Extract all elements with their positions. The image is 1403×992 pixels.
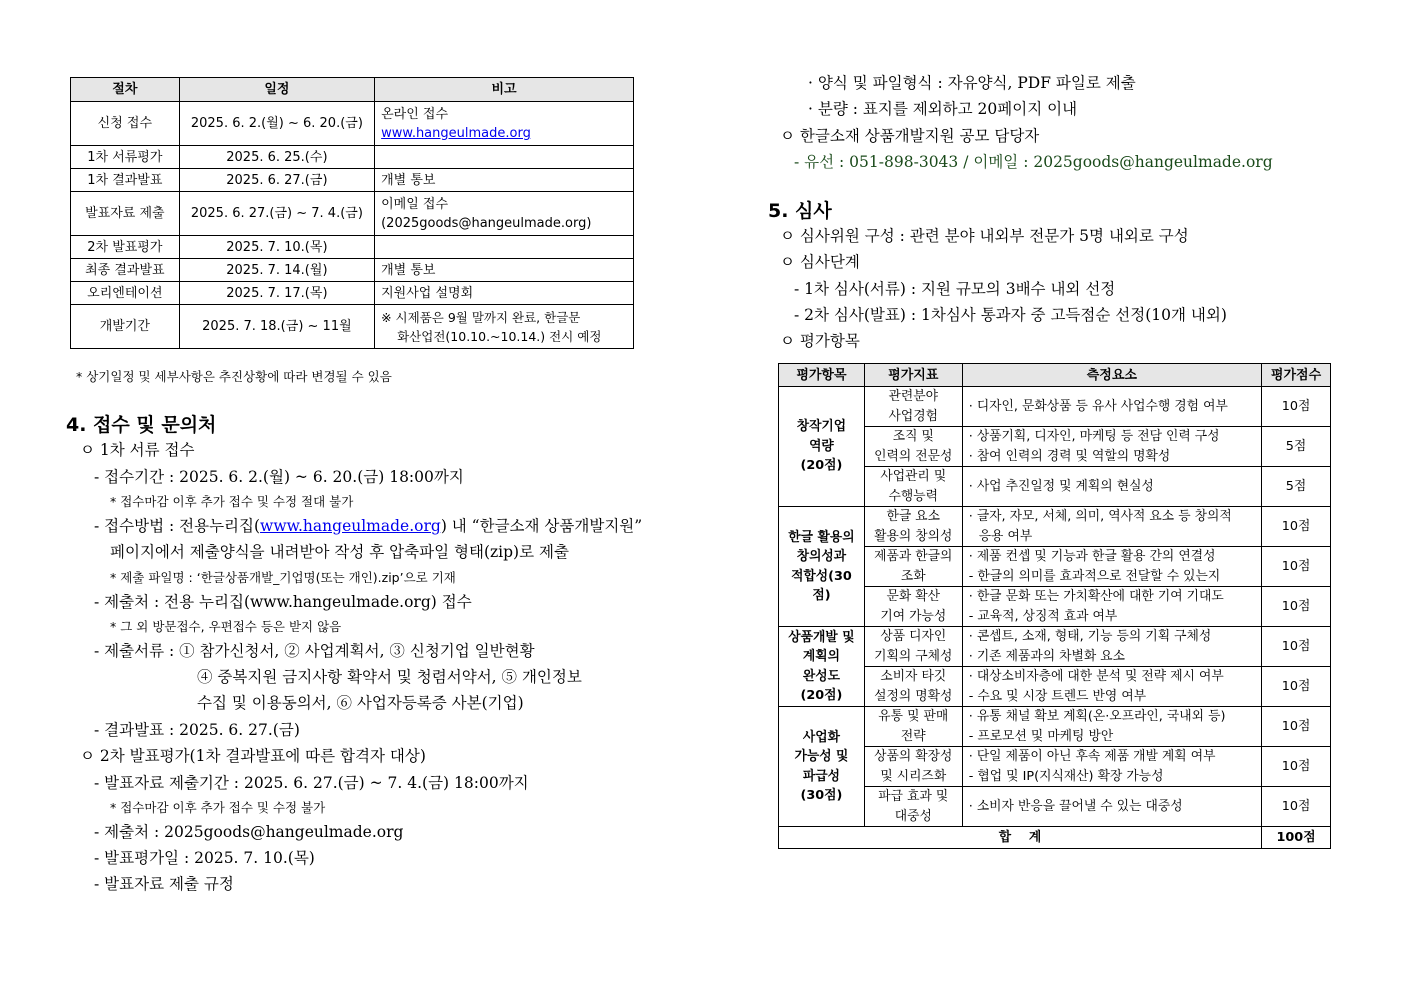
indicator-text: 전략 — [900, 728, 926, 744]
factor-text: · 기존 제품과의 차별화 요소 — [968, 648, 1126, 664]
category-cell — [779, 627, 865, 707]
indicator-text: 사업관리 및 — [880, 469, 947, 484]
score-cell: 10점 — [1262, 747, 1331, 787]
header-factors: 측정요소 — [962, 364, 1261, 387]
category-text: 적합성(30점) — [791, 568, 852, 603]
score-cell: 10점 — [1262, 707, 1331, 747]
table-row — [779, 507, 1331, 547]
note-cell — [375, 192, 634, 236]
indicator-text: 조화 — [900, 568, 926, 584]
note-text: 온라인 접수 — [381, 106, 449, 122]
step-cell: 최종 결과발표 — [71, 259, 180, 282]
category-text: 한글 활용의 — [788, 529, 855, 545]
bullet-line: 수집 및 이용동의서, ⑥ 사업자등록증 사본(기업) — [197, 694, 524, 712]
score-cell: 10점 — [1262, 547, 1331, 587]
note-cell: 개별 통보 — [375, 259, 634, 282]
factor-cell — [962, 427, 1261, 467]
step-cell: 2차 발표평가 — [71, 236, 180, 259]
category-text: (20점) — [800, 458, 843, 474]
factor-text: - 프로모션 및 마케팅 방안 — [968, 728, 1114, 744]
date-cell: 2025. 6. 25.(수) — [179, 146, 374, 169]
bullet-line: - 접수기간 : 2025. 6. 2.(월) ~ 6. 20.(금) 18:00까지 — [94, 468, 464, 486]
category-text: 상품개발 및 — [788, 629, 855, 645]
factor-cell — [962, 627, 1261, 667]
bullet-line: ㅇ 2차 발표평가(1차 결과발표에 따른 합격자 대상) — [80, 747, 426, 765]
step-cell: 오리엔테이션 — [71, 282, 180, 305]
factor-text: · 제품 컨셉 및 기능과 한글 활용 간의 연결성 — [968, 549, 1216, 564]
category-text: 완성도 — [802, 668, 840, 684]
factor-text: · 대상소비자층에 대한 분석 및 전략 제시 여부 — [968, 669, 1224, 684]
factor-cell — [962, 787, 1261, 827]
bullet-line: ㅇ 심사단계 — [780, 253, 860, 271]
table-row — [71, 169, 634, 192]
factor-cell — [962, 707, 1261, 747]
factor-text: - 교육적, 상징적 효과 여부 — [968, 608, 1118, 624]
note-text: (2025goods@hangeulmade.org) — [381, 215, 592, 231]
schedule-note: * 상기일정 및 세부사항은 추진상황에 따라 변경될 수 있음 — [76, 369, 392, 384]
indicator-text: 제품과 한글의 — [874, 549, 953, 564]
indicator-cell — [864, 507, 962, 547]
bullet-line: - 발표자료 제출기간 : 2025. 6. 27.(금) ~ 7. 4.(금) 18:00까지 — [94, 774, 529, 792]
indicator-cell — [864, 667, 962, 707]
step-cell: 개발기간 — [71, 305, 180, 349]
score-cell: 10점 — [1262, 387, 1331, 427]
indicator-text: 상품 디자인 — [880, 629, 947, 644]
indicator-text: 조직 및 — [892, 429, 934, 444]
factor-text: · 한글 문화 또는 가치확산에 대한 기여 기대도 — [968, 589, 1224, 604]
category-cell — [779, 387, 865, 507]
bullet-line: ㅇ 평가항목 — [780, 332, 860, 350]
indicator-text: 대중성 — [894, 808, 932, 824]
note-text: 이메일 접수 — [381, 196, 449, 212]
table-row — [779, 707, 1331, 747]
total-score: 100점 — [1262, 827, 1331, 849]
indicator-text: 파급 효과 및 — [878, 789, 949, 804]
note-cell — [375, 305, 634, 349]
table-row — [779, 627, 1331, 667]
category-text: 역량 — [809, 438, 834, 454]
sub-note: * 접수마감 이후 추가 접수 및 수정 절대 불가 — [110, 494, 354, 509]
indicator-cell — [864, 587, 962, 627]
factor-text: - 한글의 의미를 효과적으로 전달할 수 있는지 — [968, 568, 1221, 584]
note-cell — [375, 236, 634, 259]
category-cell — [779, 507, 865, 627]
bullet-line: ㅇ 1차 서류 접수 — [80, 441, 195, 459]
indicator-cell — [864, 547, 962, 587]
contact-line: - 유선 : 051-898-3043 / 이메일 : 2025goods@hangeulmade.org — [794, 153, 1273, 171]
date-cell: 2025. 6. 27.(금) — [179, 169, 374, 192]
total-label: 합 계 — [779, 827, 1262, 849]
website-link[interactable]: www.hangeulmade.org — [260, 517, 441, 535]
header-indicator: 평가지표 — [864, 364, 962, 387]
step-cell: 1차 서류평가 — [71, 146, 180, 169]
factor-cell — [962, 387, 1261, 427]
date-cell: 2025. 7. 17.(목) — [179, 282, 374, 305]
factor-cell — [962, 587, 1261, 627]
indicator-cell — [864, 467, 962, 507]
note-text: ※ 시제품은 9월 말까지 완료, 한글문 — [381, 309, 581, 325]
indicator-cell — [864, 707, 962, 747]
factor-cell — [962, 667, 1261, 707]
score-cell: 10점 — [1262, 587, 1331, 627]
bullet-line: · 양식 및 파일형식 : 자유양식, PDF 파일로 제출 — [808, 74, 1136, 92]
score-cell: 5점 — [1262, 467, 1331, 507]
indicator-text: 한글 요소 — [886, 509, 941, 524]
factor-text: 응용 여부 — [978, 528, 1033, 544]
table-header-row — [779, 364, 1331, 387]
bullet-line: - 1차 심사(서류) : 지원 규모의 3배수 내외 선정 — [794, 280, 1116, 298]
header-note: 비고 — [375, 78, 634, 102]
bullet-line: ㅇ 한글소재 상품개발지원 공모 담당자 — [780, 127, 1040, 145]
indicator-cell — [864, 747, 962, 787]
factor-cell — [962, 467, 1261, 507]
indicator-text: 상품의 확장성 — [874, 749, 953, 764]
factor-text: - 협업 및 IP(지식재산) 확장 가능성 — [968, 768, 1164, 784]
date-cell: 2025. 6. 2.(월) ~ 6. 20.(금) — [179, 102, 374, 146]
factor-text: · 콘셉트, 소재, 형태, 기능 등의 기획 구체성 — [968, 629, 1212, 644]
category-text: 창의성과 — [796, 549, 847, 564]
category-text: 파급성 — [802, 768, 840, 784]
total-row — [779, 827, 1331, 849]
category-text: (30점) — [800, 788, 843, 803]
note-cell: 지원사업 설명회 — [375, 282, 634, 305]
header-step: 절차 — [71, 78, 180, 102]
category-cell — [779, 707, 865, 827]
factor-cell — [962, 747, 1261, 787]
indicator-text: 및 시리즈화 — [880, 768, 947, 784]
table-row — [71, 236, 634, 259]
table-row — [71, 102, 634, 146]
sub-note: * 접수마감 이후 추가 접수 및 수정 불가 — [110, 800, 326, 815]
indicator-text: 활용의 창의성 — [874, 528, 953, 544]
indicator-text: 문화 확산 — [886, 589, 941, 604]
indicator-cell — [864, 427, 962, 467]
bullet-line: · 분량 : 표지를 제외하고 20페이지 이내 — [808, 100, 1078, 118]
factor-cell — [962, 547, 1261, 587]
date-cell: 2025. 7. 18.(금) ~ 11월 — [179, 305, 374, 349]
indicator-text: 관련분야 — [888, 389, 938, 404]
header-score: 평가점수 — [1262, 364, 1331, 387]
indicator-text: 소비자 타깃 — [880, 669, 947, 684]
indicator-text: 설정의 명확성 — [874, 688, 953, 704]
bullet-line: - 발표평가일 : 2025. 7. 10.(목) — [94, 849, 315, 867]
indicator-text: 수행능력 — [888, 488, 938, 504]
factor-text: · 단일 제품이 아닌 후속 제품 개발 계획 여부 — [968, 749, 1216, 764]
step-cell: 신청 접수 — [71, 102, 180, 146]
indicator-text: 기여 가능성 — [880, 608, 947, 624]
indicator-cell — [864, 627, 962, 667]
evaluation-table — [778, 363, 1331, 849]
indicator-cell — [864, 387, 962, 427]
table-row — [71, 282, 634, 305]
step-cell: 발표자료 제출 — [71, 192, 180, 236]
date-cell: 2025. 6. 27.(금) ~ 7. 4.(금) — [179, 192, 374, 236]
category-text: 사업화 — [802, 729, 840, 745]
note-cell: 개별 통보 — [375, 169, 634, 192]
table-row — [71, 192, 634, 236]
step-cell: 1차 결과발표 — [71, 169, 180, 192]
bullet-line: - 발표자료 제출 규정 — [94, 875, 234, 893]
date-cell: 2025. 7. 10.(목) — [179, 236, 374, 259]
header-category: 평가항목 — [779, 364, 865, 387]
line-part: ) 내 “한글소재 상품개발지원” — [440, 517, 643, 535]
website-link[interactable]: www.hangeulmade.org — [381, 125, 531, 141]
indicator-text: 인력의 전문성 — [874, 448, 953, 464]
score-cell: 10점 — [1262, 787, 1331, 827]
sub-note: * 제출 파일명 : ‘한글상품개발_기업명(또는 개인).zip’으로 기재 — [110, 570, 456, 585]
factor-cell — [962, 507, 1261, 547]
bullet-line: - 제출처 : 2025goods@hangeulmade.org — [94, 823, 404, 841]
sub-note: * 그 외 방문접수, 우편접수 등은 받지 않음 — [110, 619, 342, 634]
score-cell: 10점 — [1262, 667, 1331, 707]
indicator-text: 기획의 구체성 — [874, 648, 953, 664]
category-text: 창작기업 — [796, 419, 847, 435]
table-header-row — [71, 78, 634, 102]
factor-text: · 디자인, 문화상품 등 유사 사업수행 경험 여부 — [968, 398, 1228, 414]
factor-text: · 상품기획, 디자인, 마케팅 등 전담 인력 구성 — [968, 429, 1220, 444]
bullet-line: ㅇ 심사위원 구성 : 관련 분야 내외부 전문가 5명 내외로 구성 — [780, 227, 1189, 245]
bullet-line: - 결과발표 : 2025. 6. 27.(금) — [94, 721, 300, 739]
bullet-line: 페이지에서 제출양식을 내려받아 작성 후 압축파일 형태(zip)로 제출 — [110, 543, 569, 561]
table-row — [779, 387, 1331, 427]
indicator-text: 사업경험 — [888, 408, 938, 424]
note-cell — [375, 146, 634, 169]
section-5-title: 5. 심사 — [768, 200, 832, 222]
bullet-line: - 제출서류 : ① 참가신청서, ② 사업계획서, ③ 신청기업 일반현황 — [94, 642, 535, 660]
table-row — [71, 146, 634, 169]
note-cell — [375, 102, 634, 146]
category-text: (20점) — [800, 688, 843, 703]
factor-text: · 사업 추진일정 및 계획의 현실성 — [968, 478, 1154, 494]
header-date: 일정 — [179, 78, 374, 102]
bullet-line: - 2차 심사(발표) : 1차심사 통과자 중 고득점순 선정(10개 내외) — [794, 306, 1227, 324]
date-cell: 2025. 7. 14.(월) — [179, 259, 374, 282]
score-cell: 10점 — [1262, 627, 1331, 667]
indicator-text: 유통 및 판매 — [878, 709, 949, 724]
factor-text: - 수요 및 시장 트렌드 반영 여부 — [968, 688, 1147, 704]
bullet-line: ④ 중복지원 금지사항 확약서 및 청렴서약서, ⑤ 개인정보 — [197, 668, 582, 686]
category-text: 가능성 및 — [794, 749, 849, 764]
bullet-line: - 제출처 : 전용 누리집(www.hangeulmade.org) 접수 — [94, 593, 472, 611]
table-row — [71, 259, 634, 282]
factor-text: · 글자, 자모, 서체, 의미, 역사적 요소 등 창의적 — [968, 509, 1232, 524]
category-text: 계획의 — [802, 649, 840, 664]
factor-text: · 유통 채널 확보 계획(온·오프라인, 국내외 등) — [968, 709, 1226, 724]
score-cell: 5점 — [1262, 427, 1331, 467]
note-text: 화산업전(10.10.~10.14.) 전시 예정 — [397, 328, 602, 344]
section-4-title: 4. 접수 및 문의처 — [66, 414, 217, 436]
bullet-line — [94, 514, 642, 536]
factor-text: · 참여 인력의 경력 및 역할의 명확성 — [968, 448, 1171, 464]
indicator-cell — [864, 787, 962, 827]
schedule-table — [70, 77, 634, 349]
table-row — [71, 305, 634, 349]
line-part: - 접수방법 : 전용누리집( — [94, 517, 261, 535]
score-cell: 10점 — [1262, 507, 1331, 547]
factor-text: · 소비자 반응을 끌어낼 수 있는 대중성 — [968, 798, 1183, 814]
